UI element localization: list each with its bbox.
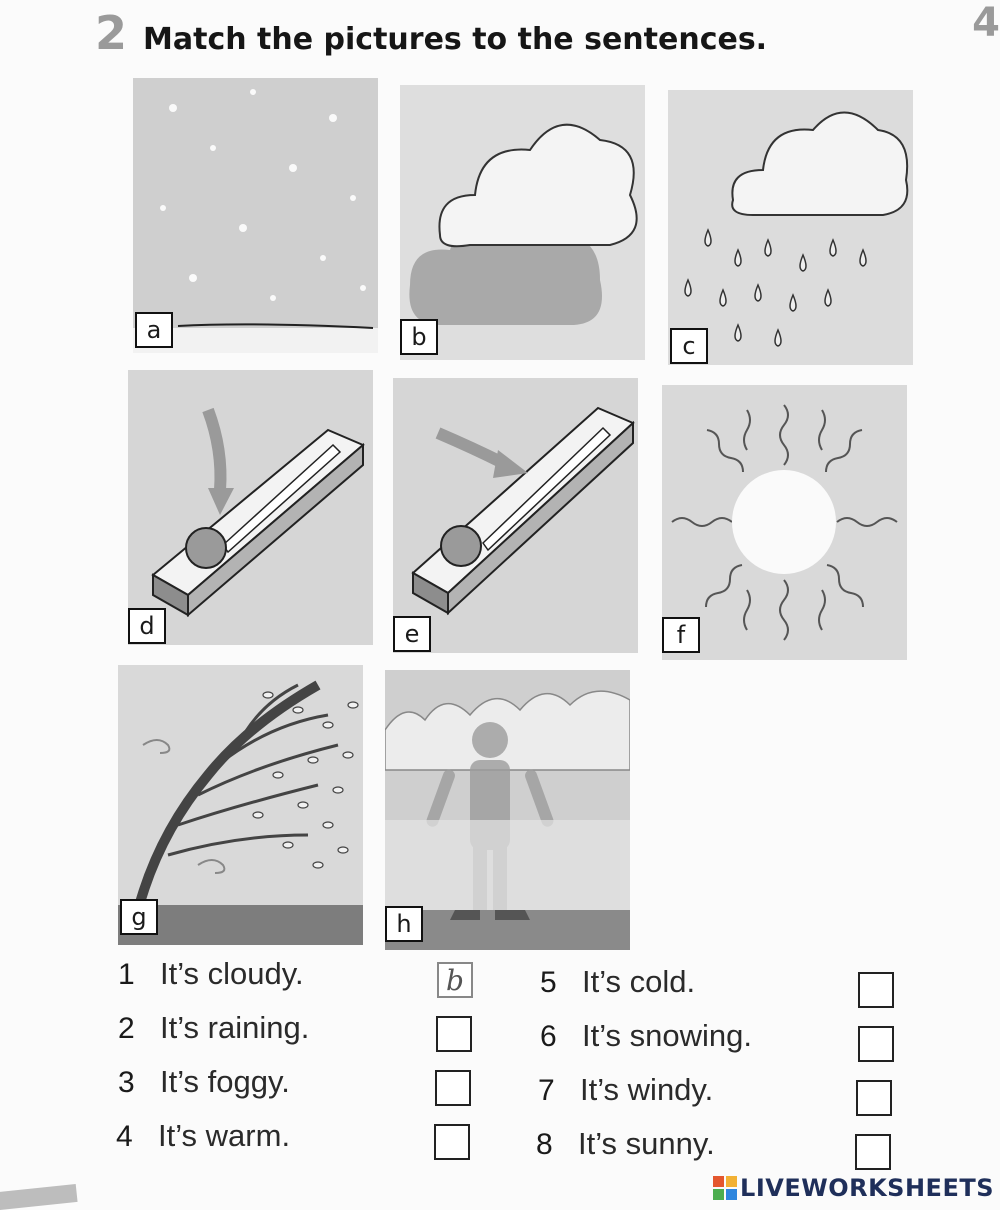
sentence-number: 6 — [540, 1020, 557, 1053]
exercise-title: Match the pictures to the sentences. — [143, 22, 768, 57]
thermometer-low-icon — [128, 370, 373, 645]
answer-box-7[interactable] — [856, 1080, 892, 1116]
sentence-text: It’s windy. — [580, 1072, 714, 1107]
page-edge-scrap — [0, 1184, 78, 1210]
picture-e — [393, 378, 638, 653]
rain-cloud-icon — [668, 90, 913, 365]
sentence-4 — [116, 1118, 290, 1154]
answer-box-4[interactable] — [434, 1124, 470, 1160]
sentence-number: 2 — [118, 1012, 135, 1045]
thermometer-high-icon — [393, 378, 638, 653]
answer-box-2[interactable] — [436, 1016, 472, 1052]
sentence-1 — [118, 956, 304, 992]
answer-box-8[interactable] — [855, 1134, 891, 1170]
picture-label: g — [120, 899, 158, 935]
answer-box-6[interactable] — [858, 1026, 894, 1062]
brand-text: LIVEWORKSHEETS — [740, 1174, 994, 1202]
picture-h — [385, 670, 630, 950]
sentence-5 — [540, 964, 695, 1000]
sentence-text: It’s raining. — [160, 1010, 310, 1045]
exercise-header — [95, 6, 767, 60]
picture-label: b — [400, 319, 438, 355]
page-corner-number: 4 — [972, 0, 1000, 46]
answer-box-5[interactable] — [858, 972, 894, 1008]
sentence-text: It’s snowing. — [582, 1018, 753, 1053]
picture-label: a — [135, 312, 173, 348]
sentence-6 — [540, 1018, 752, 1054]
picture-label: e — [393, 616, 431, 652]
picture-g — [118, 665, 363, 945]
sentence-text: It’s sunny. — [578, 1126, 715, 1161]
sentence-text: It’s foggy. — [160, 1064, 290, 1099]
sentence-number: 1 — [118, 958, 135, 991]
picture-d — [128, 370, 373, 645]
picture-label: f — [662, 617, 700, 653]
sentence-3 — [118, 1064, 290, 1100]
picture-label: d — [128, 608, 166, 644]
brand-logo-icon — [713, 1176, 737, 1200]
sentence-number: 5 — [540, 966, 557, 999]
picture-label: c — [670, 328, 708, 364]
sentence-text: It’s cold. — [582, 964, 696, 999]
picture-label: h — [385, 906, 423, 942]
exercise-number: 2 — [95, 6, 128, 60]
picture-c — [668, 90, 913, 365]
sentence-number: 3 — [118, 1066, 135, 1099]
sentence-text: It’s cloudy. — [160, 956, 304, 991]
picture-b — [400, 85, 645, 360]
answer-box-1[interactable]: b — [437, 962, 473, 998]
sentence-text: It’s warm. — [158, 1118, 291, 1153]
sentence-number: 8 — [536, 1128, 553, 1161]
sentence-number: 7 — [538, 1074, 555, 1107]
liveworksheets-brand — [713, 1174, 994, 1202]
answer-box-3[interactable] — [435, 1070, 471, 1106]
picture-a — [133, 78, 378, 353]
sentence-2 — [118, 1010, 309, 1046]
sentence-7 — [538, 1072, 713, 1108]
picture-f — [662, 385, 907, 660]
sentence-8 — [536, 1126, 715, 1162]
sentence-number: 4 — [116, 1120, 133, 1153]
